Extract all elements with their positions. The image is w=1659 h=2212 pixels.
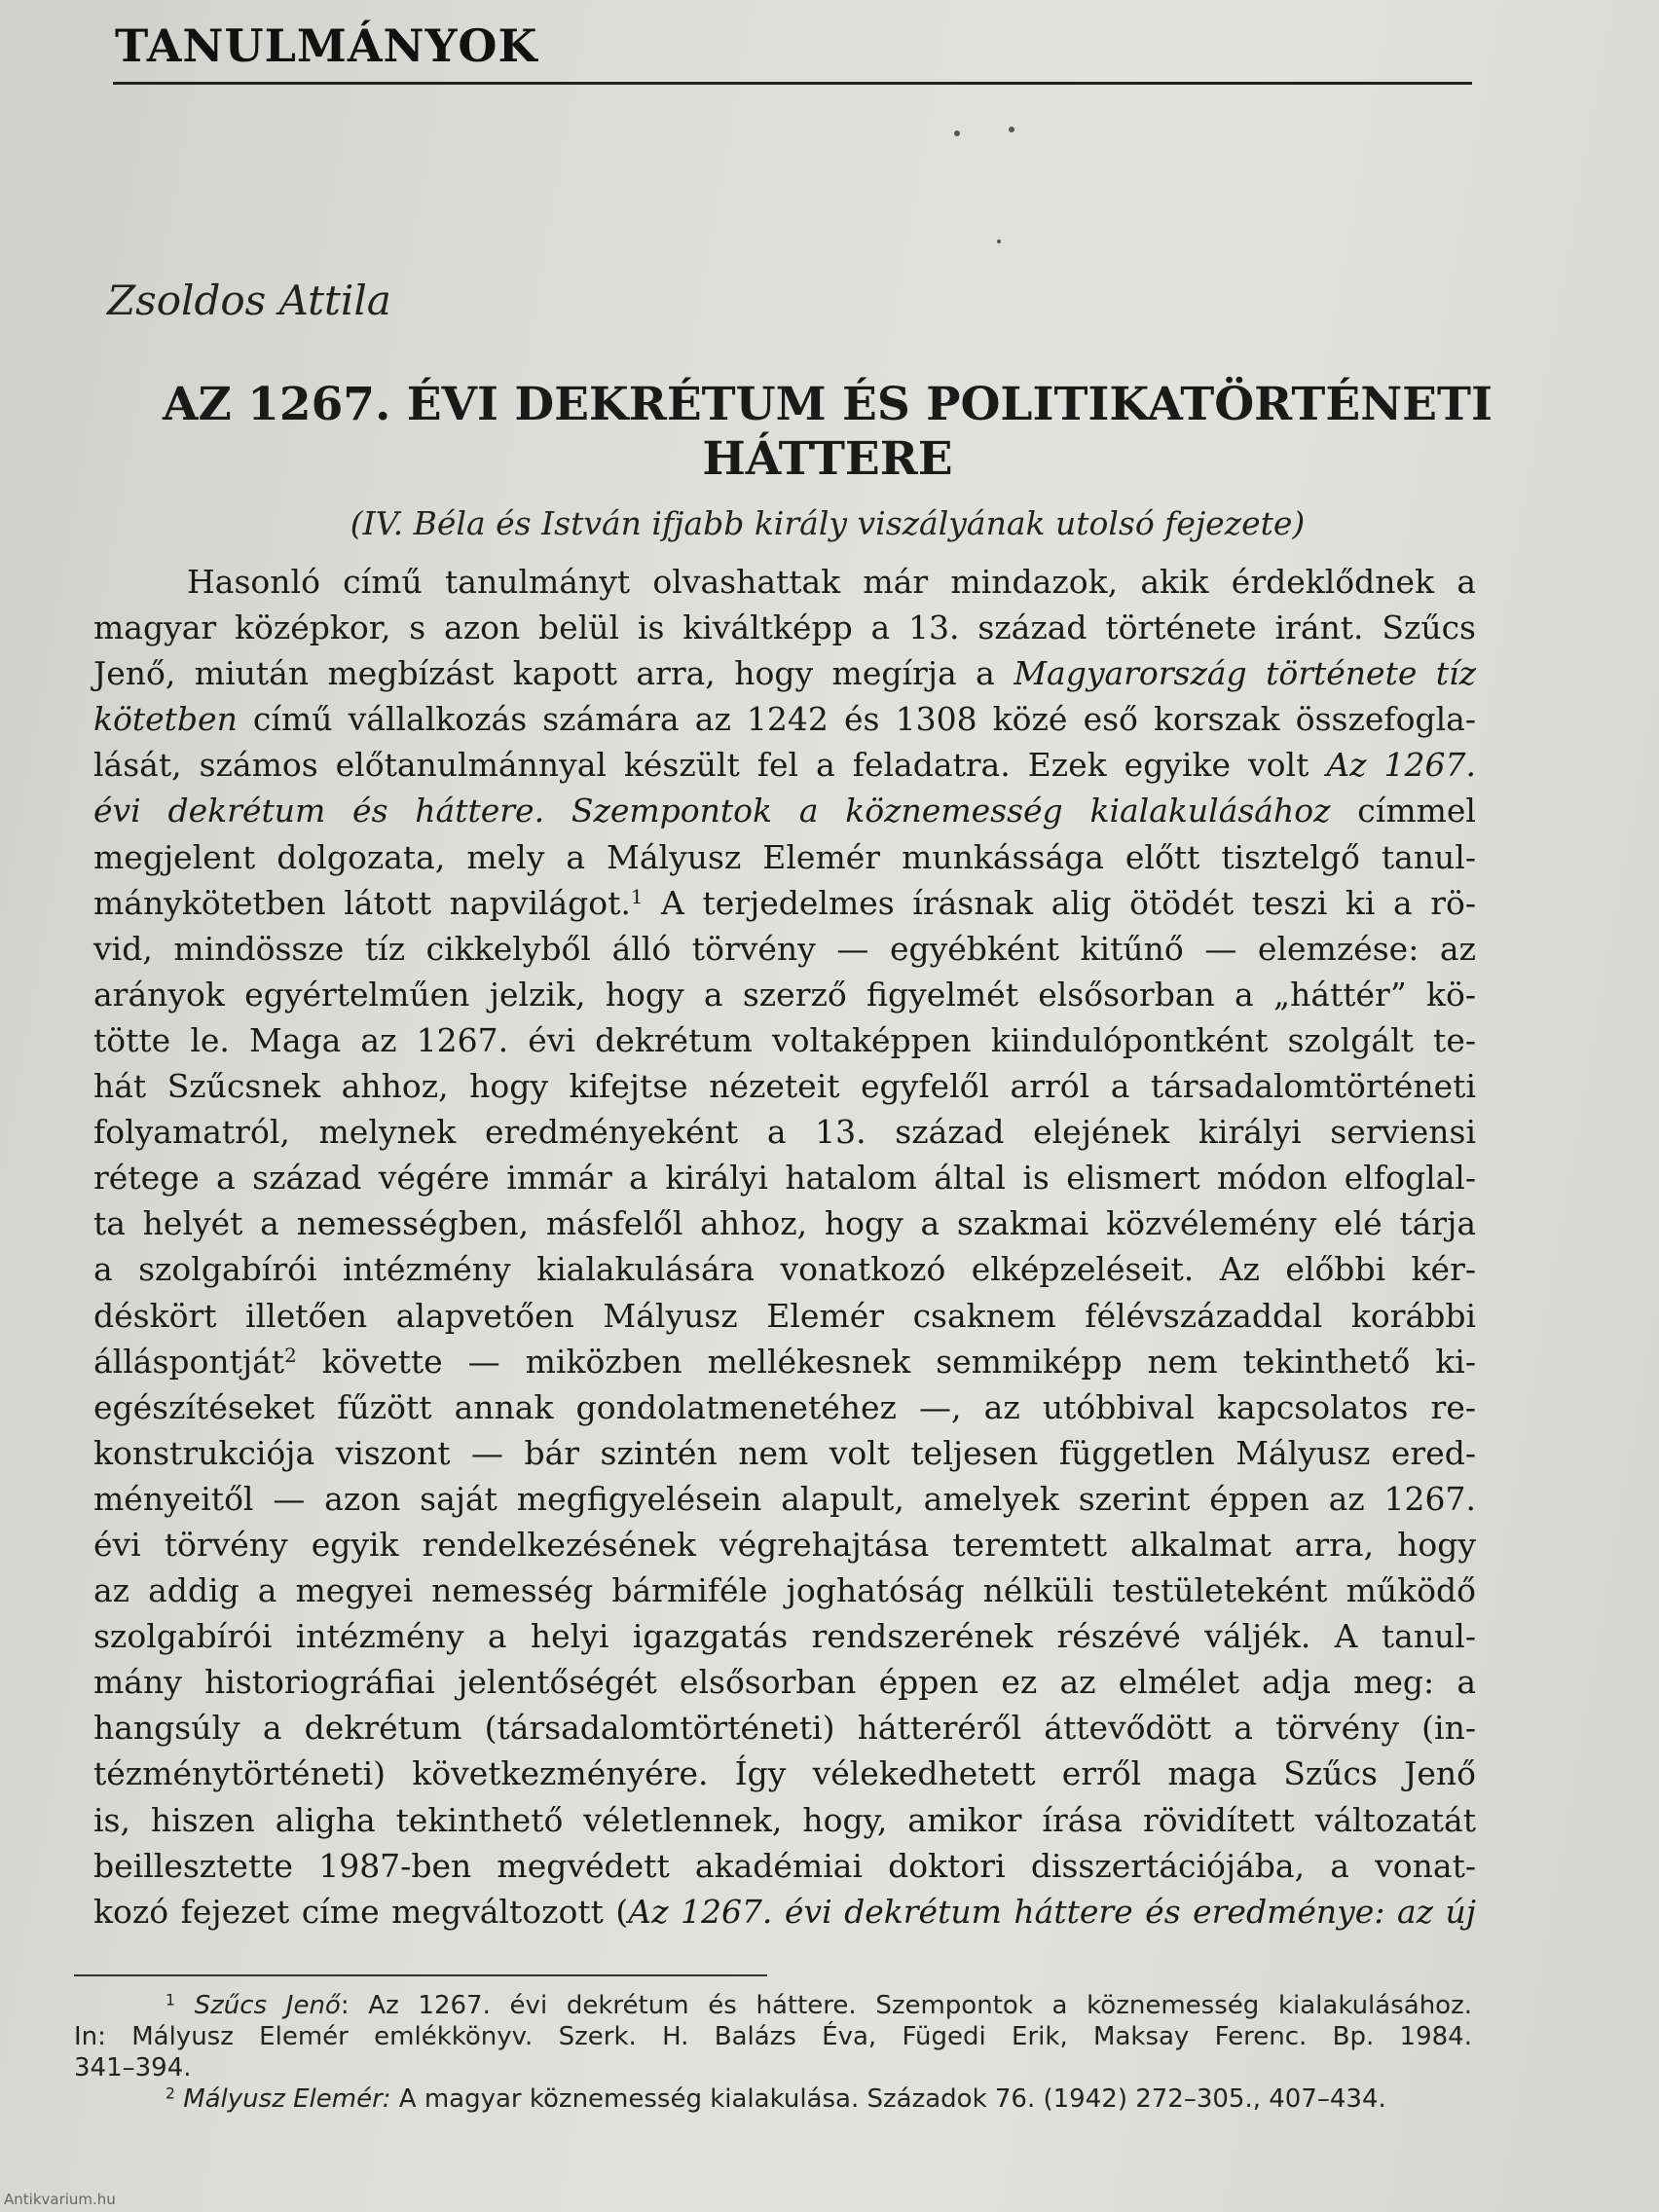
footnote-line: In: Mályusz Elemér emlékkönyv. Szerk. H. Balázs Éva, Fügedi Erik, Maksay Ferenc. Bp. 1984. — [74, 2022, 1472, 2051]
body-line: a szolgabírói intézmény kialakulására vonatkozó elképzeléseit. Az előbbi kér- — [93, 1250, 1476, 1289]
body-line: Hasonló című tanulmányt olvashattak már mindazok, akik érdeklődnek a — [187, 563, 1476, 601]
body-line: konstrukciója viszont — bár szintén nem volt teljesen független Mályusz ered- — [93, 1433, 1476, 1472]
body-line: vid, mindössze tíz cikkelyből álló törvény — egyébként kitűnő — elemzése: az — [93, 929, 1476, 968]
body-line: tötte le. Maga az 1267. évi dekrétum voltaképpen kiindulópontként szolgált te- — [93, 1020, 1476, 1059]
body-line: folyamatról, melynek eredményeként a 13. század elejének királyi serviensi — [93, 1113, 1476, 1152]
header-rule — [113, 82, 1472, 85]
body-text — [93, 559, 1476, 1935]
body-line: megjelent dolgozata, mely a Mályusz Elemér munkássága előtt tisztelgő tanul- — [93, 837, 1476, 876]
body-line: kötetben című vállalkozás számára az 1242 és 1308 közé eső korszak összefogla- — [93, 700, 1476, 739]
body-line: évi dekrétum és háttere. Szempontok a köznemesség kialakulásához címmel — [93, 792, 1476, 830]
body-line: rétege a század végére immár a királyi hatalom által is elismert módon elfoglal- — [93, 1159, 1476, 1198]
footnote-line: 341–394. — [74, 2053, 192, 2083]
footnote-line: $^2$ Mályusz Elemér: A magyar köznemesség kialakulása. Századok 76. (1942) 272–305., 407–434. — [166, 2084, 1386, 2114]
body-line: lását, számos előtanulmánnyal készült fel a feladatra. Ezek egyike volt Az 1267. — [93, 746, 1476, 785]
body-line: az addig a megyei nemesség bármiféle joghatóság nélküli testületeként működő — [93, 1571, 1476, 1610]
body-line: évi törvény egyik rendelkezésének végrehajtása teremtett alkalmat arra, hogy — [93, 1525, 1476, 1564]
body-line: kozó fejezet címe megváltozott (Az 1267. évi dekrétum háttere és eredménye: az új — [93, 1892, 1476, 1931]
ink-speck — [954, 130, 960, 136]
body-line: ményeitől — azon saját megfigyelésein alapult, amelyek szerint éppen az 1267. — [93, 1479, 1476, 1518]
body-line: déskört illetően alapvetően Mályusz Elemér csaknem félévszázaddal korábbi — [93, 1296, 1476, 1335]
author-name: Zsoldos Attila — [107, 276, 391, 324]
footnote-rule — [74, 1974, 767, 1976]
body-line: mánykötetben látott napvilágot.$^1$ A terjedelmes írásnak alig ötödét teszi ki a rö- — [93, 883, 1476, 922]
article-title-line-2: HÁTTERE — [702, 432, 953, 486]
ink-speck — [1009, 127, 1014, 132]
article-title-line-1: AZ 1267. ÉVI DEKRÉTUM ÉS POLITIKATÖRTÉNETI — [163, 378, 1493, 431]
body-line: álláspontját$^2$ követte — miközben mellékesnek semmiképp nem tekinthető ki- — [93, 1342, 1476, 1381]
body-line: Jenő, miután megbízást kapott arra, hogy megírja a Magyarország története tíz — [93, 654, 1476, 693]
body-line: hangsúly a dekrétum (társadalomtörténeti) hátteréről áttevődött a törvény (in- — [93, 1709, 1476, 1748]
body-line: ta helyét a nemességben, másfelől ahhoz, hogy a szakmai közvélemény elé tárja — [93, 1204, 1476, 1243]
body-line: mány historiográfiai jelentőségét elsősorban éppen ez az elmélet adja meg: a — [93, 1663, 1476, 1702]
body-line: szolgabírói intézmény a helyi igazgatás rendszerének részévé váljék. A tanul- — [93, 1617, 1476, 1656]
footnote-marker: 1 — [630, 885, 644, 908]
footnote-marker: 2 — [166, 2084, 175, 2103]
body-line: magyar középkor, s azon belül is kiváltképp a 13. század története iránt. Szűcs — [93, 608, 1476, 647]
body-line: beillesztette 1987-ben megvédett akadémiai doktori disszertációjába, a vonat- — [93, 1846, 1476, 1885]
ink-speck — [997, 240, 1001, 243]
body-line: arányok egyértelműen jelzik, hogy a szerző figyelmét elsősorban a „háttér” kö- — [93, 975, 1476, 1014]
footnote-marker: 2 — [284, 1344, 297, 1367]
body-line: tézménytörténeti) következményére. Így vélekedhetett erről maga Szűcs Jenő — [93, 1754, 1476, 1793]
footnotes — [74, 1990, 1472, 2115]
footnote-line: $^1$ Szűcs Jenő: Az 1267. évi dekrétum és háttere. Szempontok a köznemesség kialakulásához. — [166, 1991, 1472, 2020]
section-header: TANULMÁNYOK — [115, 19, 538, 72]
watermark: Antikvarium.hu — [4, 2191, 116, 2208]
article-subtitle: (IV. Béla és István ifjabb király viszályának utolsó fejezete) — [350, 504, 1306, 542]
body-line: egészítéseket fűzött annak gondolatmenetéhez —, az utóbbival kapcsolatos re- — [93, 1387, 1476, 1426]
body-line: hát Szűcsnek ahhoz, hogy kifejtse nézeteit egyfelől arról a társadalomtörténeti — [93, 1067, 1476, 1106]
body-line: is, hiszen aligha tekinthető véletlennek, hogy, amikor írása rövidített változatát — [93, 1800, 1476, 1839]
footnote-marker: 1 — [166, 1991, 175, 2009]
